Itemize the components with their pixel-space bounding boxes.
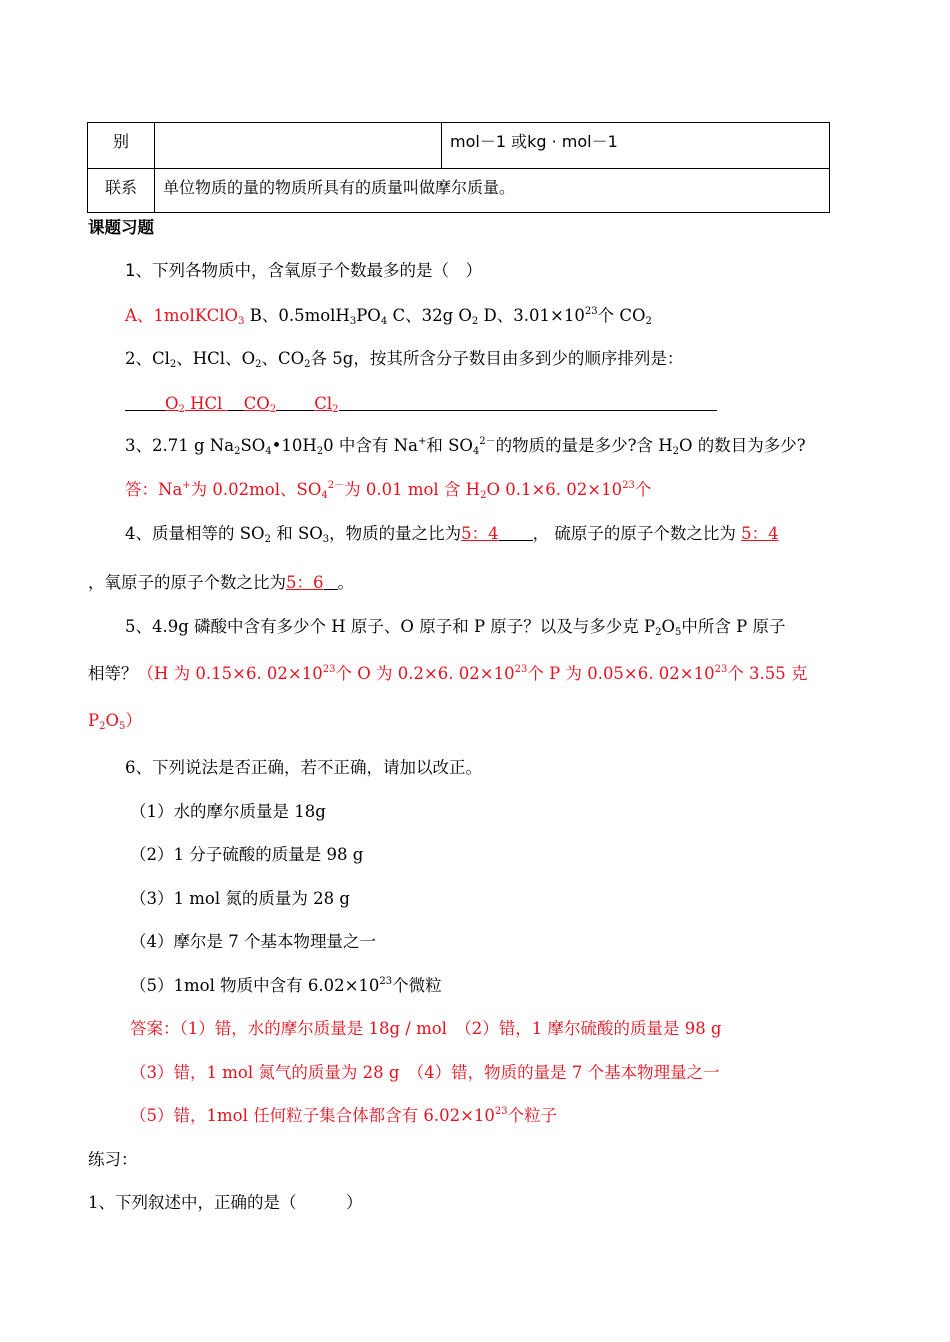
table-row (88, 169, 830, 213)
section-title: 课题习题 (88, 218, 154, 237)
table-cell: 联系 (88, 169, 155, 213)
table-cell: 单位物质的量的物质所具有的质量叫做摩尔质量。 (155, 169, 830, 213)
table-cell: 别 (88, 123, 155, 169)
question-6: 6、下列说法是否正确，若不正确，请加以改正。 (125, 758, 482, 777)
question-5-answer-end: $P_2O_5$） (88, 711, 142, 732)
question-5: 5、4.9g 磷酸中含有多少个 H 原子、O 原子和 P 原子？以及与多少克 $P_2O_5$中所含 P 原子 (125, 617, 786, 638)
practice-question-1: 1、下列叙述中，正确的是（ ） (88, 1193, 363, 1212)
comparison-table (87, 122, 830, 213)
question-1-options: A、1molKClO$_3$ B、$0.5molH_3PO_4$ C、32g $O_2$ D、$3.01\times 10^{23}$个 $CO_2$ (125, 306, 652, 327)
list-item: （5）1mol 物质中含有 $6.02\times 10^{23}$个微粒 (130, 976, 442, 995)
practice-title: 练习： (88, 1150, 138, 1169)
question-2-answer: $O_2$ HCl $CO_2$ $Cl_2$ (125, 392, 717, 415)
answer-line: 答案：（1）错，水的摩尔质量是 18g / mol （2）错，1 摩尔硫酸的质量是 98 g (130, 1019, 722, 1038)
answer-line: （3）错，1 mol 氮气的质量为 28 g （4）错，物质的量是 7 个基本物理量之一 (130, 1063, 720, 1082)
question-2: 2、$Cl_2$、HCl、$O_2$、$CO_2$各 5g，按其所含分子数目由多到少的顺序排列是： (125, 349, 684, 370)
question-3-answer: 答：Na+为 0.02mol、$SO_4^{2-}$为 0.01 mol 含 $H_2O$ 0.1×6. $02\times 10^{23}$个 (125, 480, 652, 501)
table-cell (155, 123, 442, 169)
list-item: （1）水的摩尔质量是 18g (130, 802, 326, 821)
question-1: 1、下列各物质中，含氧原子个数最多的是（ ） (125, 261, 482, 280)
question-4-cont: ，氧原子的原子个数之比为5：6 。 (88, 573, 354, 592)
table-cell: mol－1 或kg · mol－1 (442, 123, 830, 169)
table-row (88, 123, 830, 169)
question-3: 3、2.71 g $Na_2SO_4•10H_20$ 中含有 Na+和 $SO_4^{2-}$的物质的量是多少?含 $H_2O$ 的数目为多少? (125, 436, 806, 457)
question-5-cont: 相等？（H 为 0.15×6. $02\times 10^{23}$个 O 为 0.2×6. $02\times 10^{23}$个 P 为 0.05×6. $02\times 10^{23}$个 3.55 克 (88, 664, 808, 683)
list-item: （3）1 mol 氮的质量为 28 g (130, 889, 350, 908)
list-item: （4）摩尔是 7 个基本物理量之一 (130, 932, 376, 951)
question-4: 4、质量相等的 $SO_2$ 和 $SO_3$，物质的量之比为5：4 ， 硫原子的原子个数之比为 5：4 (125, 524, 779, 545)
answer-line: （5）错，1mol 任何粒子集合体都含有 $6.02\times 10^{23}$个粒子 (130, 1106, 558, 1125)
list-item: （2）1 分子硫酸的质量是 98 g (130, 845, 364, 864)
